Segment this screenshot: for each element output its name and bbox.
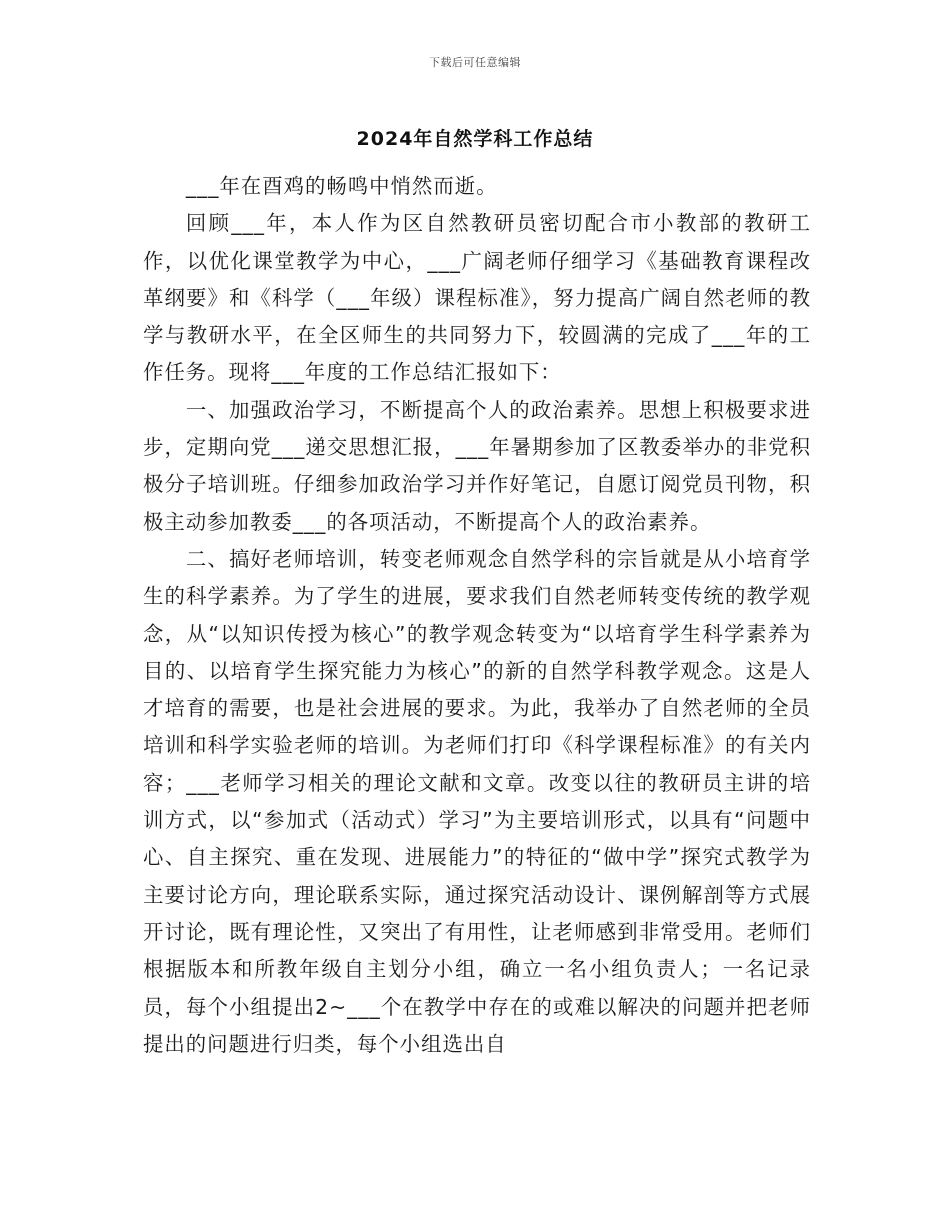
- page-header-note: 下载后可任意编辑: [429, 56, 521, 69]
- paragraph-intro: ___年在酉鸡的畅鸣中悄然而逝。: [185, 174, 498, 198]
- paragraph-section-2: 二、搞好老师培训，转变老师观念自然学科的宗旨就是从小培育学生的科学素养。为了学生的进展，要求我们自然老师转变传统的教学观念，从“以知识传授为核心”的教学观念转变为“以培育学生科学素养为目的、以培育学生探究能力为核心”的新的自然学科教学观念。这是人才培育的需要，也是社会进展的要求。为此，我举办了自然老师的全员培训和科学实验老师的培训。为老师们打印《科学课程标准》的有关内容；___老师学习相关的理论文献和文章。改变以往的教研员主讲的培训方式，以“参加式（活动式）学习”为主要培训形式，以具有“问题中心、自主探究、重在发现、进展能力”的特征的“做中学”探究式教学为主要讨论方向，理论联系实际，通过探究活动设计、课例解剖等方式展开讨论，既有理论性，又突出了有用性，让老师感到非常受用。老师们根据版本和所教年级自主划分小组，确立一名小组负责人；一名记录员，每个小组提出2~___个在教学中存在的或难以解决的问题并把老师提出的问题进行归类，每个小组选出自: [143, 546, 811, 1056]
- document-title: 2024年自然学科工作总结: [356, 128, 594, 150]
- paragraph-section-1: 一、加强政治学习，不断提高个人的政治素养。思想上积极要求进步，定期向党___递交思想汇报，___年暑期参加了区教委举办的非党积极分子培训班。仔细参加政治学习并作好笔记，自愿订阅党员刊物，积极主动参加教委___的各项活动，不断提高个人的政治素养。: [143, 397, 811, 534]
- paragraph-review: 回顾___年，本人作为区自然教研员密切配合市小教部的教研工作，以优化课堂教学为中心，___广阔老师仔细学习《基础教育课程改革纲要》和《科学（___年级）课程标准》，努力提高广阔自然老师的教学与教研水平，在全区师生的共同努力下，较圆满的完成了___年的工作任务。现将___年度的工作总结汇报如下：: [143, 211, 811, 385]
- document-body: [143, 168, 811, 1063]
